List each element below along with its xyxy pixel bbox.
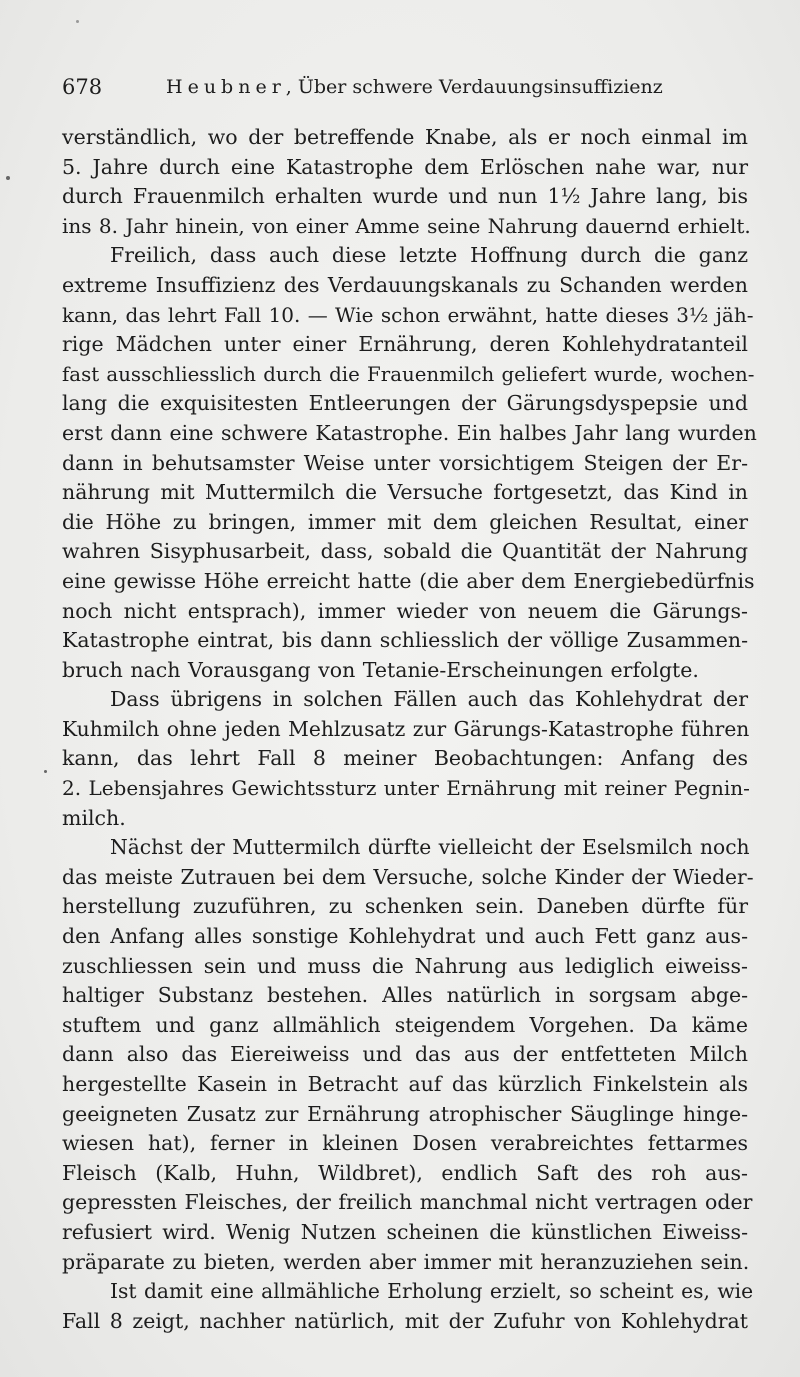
text-line: extreme Insuffizienz des Verdauungskanals zu Schanden werden <box>62 272 748 297</box>
text-line: lang die exquisitesten Entleerungen der Gärungsdyspepsie und <box>62 391 748 416</box>
text-line: durch Frauenmilch erhalten wurde und nun 1½ Jahre lang, bis <box>62 184 748 209</box>
scan-speck <box>6 176 10 180</box>
text-line: gepressten Fleisches, der freilich manchmal nicht vertragen oder <box>62 1190 753 1215</box>
text-line: Fall 8 zeigt, nachher natürlich, mit der Zufuhr von Kohlehydrat <box>62 1308 748 1333</box>
text-line: 5. Jahre durch eine Katastrophe dem Erlöschen nahe war, nur <box>62 154 748 179</box>
body-text <box>62 123 757 1336</box>
text-line: die Höhe zu bringen, immer mit dem gleichen Resultat, einer <box>62 509 748 534</box>
text-line: hergestellte Kasein in Betracht auf das kürzlich Finkelstein als <box>62 1072 748 1096</box>
text-line: wahren Sisyphusarbeit, dass, sobald die Quantität der Nahrung <box>62 539 748 564</box>
text-line: verständlich, wo der betreffende Knabe, als er noch einmal im <box>62 125 748 149</box>
text-line: Kuhmilch ohne jeden Mehlzusatz zur Gärungs-Katastrophe führen <box>62 716 750 741</box>
text-line: milch. <box>62 805 126 830</box>
text-line: stuftem und ganz allmählich steigendem Vorgehen. Da käme <box>62 1012 748 1037</box>
text-line: rige Mädchen unter einer Ernährung, deren Kohlehydratanteil <box>62 332 748 357</box>
text-line: kann, das lehrt Fall 10. — Wie schon erwähnt, hatte dieses 3½ jäh- <box>62 302 754 327</box>
text-line: bruch nach Vorausgang von Tetanie-Erscheinungen erfolgte. <box>62 657 699 682</box>
text-line: eine gewisse Höhe erreicht hatte (die aber dem Energiebedürfnis <box>62 568 755 593</box>
text-line: dann in behutsamster Weise unter vorsichtigem Steigen der Er- <box>62 450 748 475</box>
text-line: refusiert wird. Wenig Nutzen scheinen die künstlichen Eiweiss- <box>62 1219 748 1244</box>
text-line: herstellung zuzuführen, zu schenken sein. Daneben dürfte für <box>62 894 748 919</box>
text-line: wiesen hat), ferner in kleinen Dosen verabreichtes fettarmes <box>62 1131 748 1156</box>
text-line: 2. Lebensjahres Gewichtssturz unter Ernährung mit reiner Pegnin- <box>62 776 750 801</box>
paragraph-first-line: Dass übrigens in solchen Fällen auch das Kohlehydrat der <box>110 687 748 712</box>
text-line: noch nicht entsprach), immer wieder von neuem die Gärungs- <box>62 598 748 623</box>
text-line: geeigneten Zusatz zur Ernährung atrophischer Säuglinge hinge- <box>62 1101 748 1126</box>
running-head-separator: , <box>285 76 292 98</box>
text-line: Katastrophe eintrat, bis dann schliesslich der völlige Zusammen- <box>62 628 748 653</box>
page-number: 678 <box>62 75 103 99</box>
text-line: fast ausschliesslich durch die Frauenmilch geliefert wurde, wochen- <box>62 362 755 386</box>
text-line: präparate zu bieten, werden aber immer mit heranzuziehen sein. <box>62 1249 750 1274</box>
paragraph-first-line: Nächst der Muttermilch dürfte vielleicht der Eselsmilch noch <box>110 835 750 860</box>
running-head-author: Heubner <box>166 76 286 98</box>
text-line: erst dann eine schwere Katastrophe. Ein halbes Jahr lang wurden <box>62 420 757 445</box>
text-line: nährung mit Muttermilch die Versuche fortgesetzt, das Kind in <box>62 480 748 505</box>
paragraph-first-line: Freilich, dass auch diese letzte Hoffnung durch die ganz <box>110 243 748 268</box>
running-head <box>166 72 663 102</box>
running-head-title: Über schwere Verdauungsinsuffizienz <box>297 76 663 98</box>
text-line: den Anfang alles sonstige Kohlehydrat und auch Fett ganz aus- <box>62 924 748 949</box>
text-line: haltiger Substanz bestehen. Alles natürlich in sorgsam abge- <box>62 983 748 1008</box>
page-header <box>62 72 752 102</box>
scan-speck <box>44 770 47 773</box>
paragraph-first-line: Ist damit eine allmähliche Erholung erzielt, so scheint es, wie <box>110 1279 754 1304</box>
text-line: dann also das Eiereiweiss und das aus der entfetteten Milch <box>62 1042 748 1067</box>
text-line: kann, das lehrt Fall 8 meiner Beobachtungen: Anfang des <box>62 746 748 771</box>
text-line: zuschliessen sein und muss die Nahrung aus lediglich eiweiss- <box>62 953 748 978</box>
text-line: das meiste Zutrauen bei dem Versuche, solche Kinder der Wieder- <box>62 864 754 889</box>
text-line: ins 8. Jahr hinein, von einer Amme seine Nahrung dauernd erhielt. <box>62 213 751 238</box>
scan-speck <box>76 20 79 23</box>
text-line: Fleisch (Kalb, Huhn, Wildbret), endlich Saft des roh aus- <box>62 1160 748 1185</box>
